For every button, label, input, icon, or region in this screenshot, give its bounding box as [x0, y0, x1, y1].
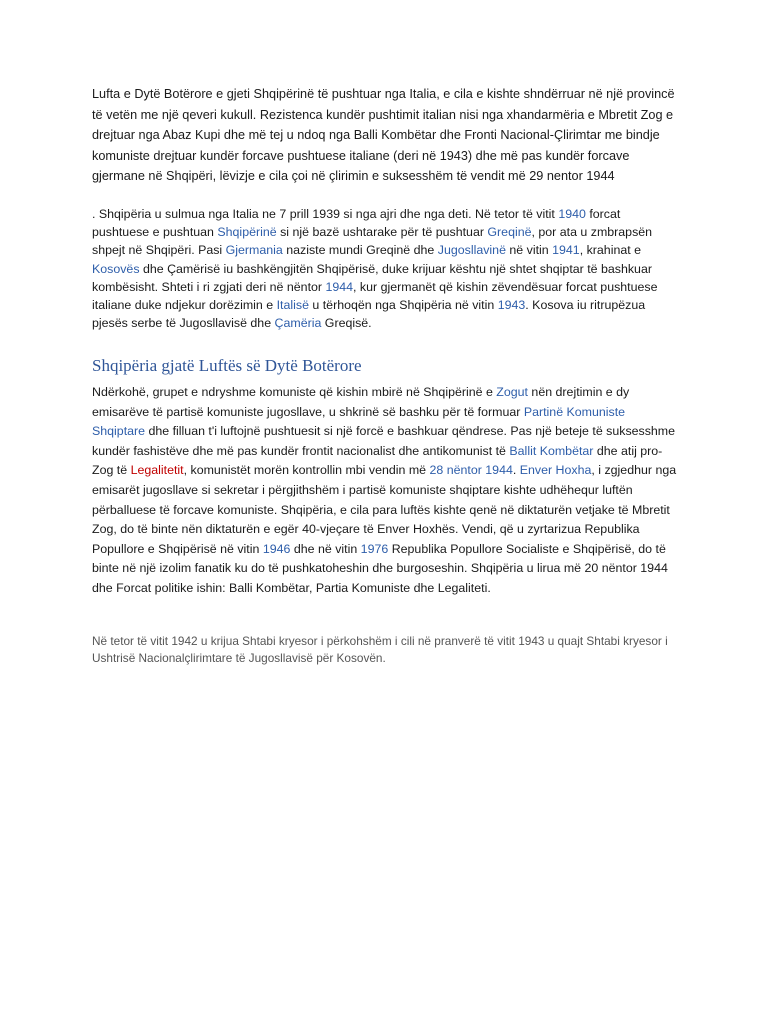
- text-run: . Shqipëria u sulmua nga Italia ne 7 prill 1939 si nga ajri dhe nga deti. Në tetor të vitit: [92, 207, 559, 221]
- link-1943[interactable]: 1943: [497, 298, 526, 313]
- link-gjermania[interactable]: Gjermania: [225, 243, 283, 258]
- invasion-paragraph: [92, 205, 678, 332]
- text-run: , krahinat e: [579, 243, 642, 258]
- text-run: dhe atij pro-Zog të: [92, 443, 663, 478]
- link-1946[interactable]: 1946: [262, 541, 291, 556]
- link-ballit-kombetar[interactable]: Ballit Kombëtar: [509, 443, 594, 458]
- link-1940[interactable]: 1940: [558, 207, 586, 221]
- link-legalitetit[interactable]: Legalitetit: [130, 463, 184, 478]
- text-run: , i zgjedhur nga emisarët jugosllave si sekretar i përgjithshëm i partisë komuniste shqiptare kishte udhëhequr luftën përballuese të forcave komuniste. Shqipëria, e cila para luftës kishte qenë në diktaturën vetjake të Mbretit Zog, do të binte nën diktaturën e egër 40-vjeçare të Enver Hoxhës. Vendi, që u zyrtarizua Republika Popullore e Shqipërisë në vitin: [92, 463, 677, 556]
- link-1944[interactable]: 1944: [325, 279, 354, 294]
- text-run: Greqisë.: [321, 316, 372, 331]
- text-run: Republika Popullore Socialiste e Shqipërisë, do të binte në një izolim fanatik ku do të pushkatoheshin dhe burgoseshin. Shqipëria u lirua më 20 nëntor 1944 dhe Forcat politike ishin: Balli Kombëtar, Partia Komuniste dhe Legaliteti.: [92, 541, 668, 595]
- link-greqine[interactable]: Greqinë: [487, 225, 532, 240]
- text-run: , por ata u zmbrapsën shpejt në Shqipëri. Pasi: [92, 225, 653, 258]
- link-28-nentor-1944[interactable]: 28 nëntor 1944: [429, 463, 513, 478]
- text-run: u tërhoqën nga Shqipëria në vitin: [308, 298, 498, 313]
- link-enver-hoxha[interactable]: Enver Hoxha: [519, 463, 592, 478]
- intro-paragraph: [92, 84, 678, 187]
- link-italise[interactable]: Italisë: [276, 298, 309, 313]
- text-run: naziste mundi Greqinë dhe: [282, 243, 438, 258]
- text-run: forcat pushtuese e pushtuan: [92, 207, 621, 240]
- section-heading: Shqipëria gjatë Luftës së Dytë Botërore: [92, 356, 362, 375]
- text-run: dhe në vitin: [290, 541, 361, 556]
- communist-paragraph: [92, 383, 678, 599]
- link-zogut[interactable]: Zogut: [496, 385, 528, 399]
- link-jugosllavine[interactable]: Jugosllavinë: [437, 243, 506, 258]
- text-run: , kur gjermanët që kishin zëvendësuar forcat pushtuese italiane duke ndjekur dorëzimin e: [92, 279, 658, 313]
- note-paragraph: Në tetor të vitit 1942 u krijua Shtabi kryesor i përkohshëm i cili në pranverë të vitit 1943 u quajt Shtabi kryesor i Ushtrisë Nacionalçlirimtare të Jugosllavisë për Kosovën.: [92, 634, 668, 665]
- text-run: .: [512, 463, 520, 478]
- link-kosoves[interactable]: Kosovës: [92, 261, 140, 276]
- text-run: , komunistët morën kontrollin mbi vendin më: [183, 463, 430, 478]
- text-run: në vitin: [505, 243, 553, 258]
- text-run: nën drejtimin e dy emisarëve të partisë komuniste jugosllave, u shkrinë së bashku për të formuar: [92, 385, 630, 419]
- text-run: Ndërkohë, grupet e ndryshme komuniste që kishin mbirë në Shqipërinë e: [92, 385, 497, 399]
- text-run: . Kosova iu ritrupëzua pjesës serbe të Jugosllavisë dhe: [92, 298, 646, 331]
- link-partine-komuniste[interactable]: Partinë Komuniste Shqiptare: [92, 404, 626, 439]
- link-cameria[interactable]: Çamëria: [274, 316, 322, 331]
- link-1976[interactable]: 1976: [360, 541, 389, 556]
- link-shqiperine[interactable]: Shqipërinë: [217, 225, 277, 240]
- link-1941[interactable]: 1941: [552, 243, 580, 258]
- text-run: Lufta e Dytë Botërore e gjeti Shqipërinë të pushtuar nga Italia, e cila e kishte shndërruar në një provincë të vetën me një qeveri kukull. Rezistenca kundër pushtimit italian nisi nga xhandarmëria e Mbretit Zog e drejtuar nga Abaz Kupi dhe më tej u ndoq nga Balli Kombëtar dhe Fronti Nacional-Çlirimtar me bindje komuniste drejtuar kundër forcave pushtuese italiane (deri në 1943) dhe më pas kundër forcave gjermane në Shqipëri, lëvizje e cila çoi në çlirimin e suksesshëm të vendit më 29 nentor 1944: [92, 87, 675, 184]
- text-run: si një bazë ushtarake për të pushtuar: [276, 225, 488, 240]
- text-run: dhe Çamërisë iu bashkëngjitën Shqipërisë, duke krijuar kështu një shtet shqiptar të bashkuar kombësisht. Shteti i ri zgjati deri në nëntor: [92, 261, 652, 294]
- text-run: dhe filluan t'i luftojnë pushtuesit si një forcë e bashkuar qëndrese. Pas një beteje të suksesshme kundër fashistëve dhe më pas kundër frontit nacionalist dhe antikomunist të: [92, 424, 676, 458]
